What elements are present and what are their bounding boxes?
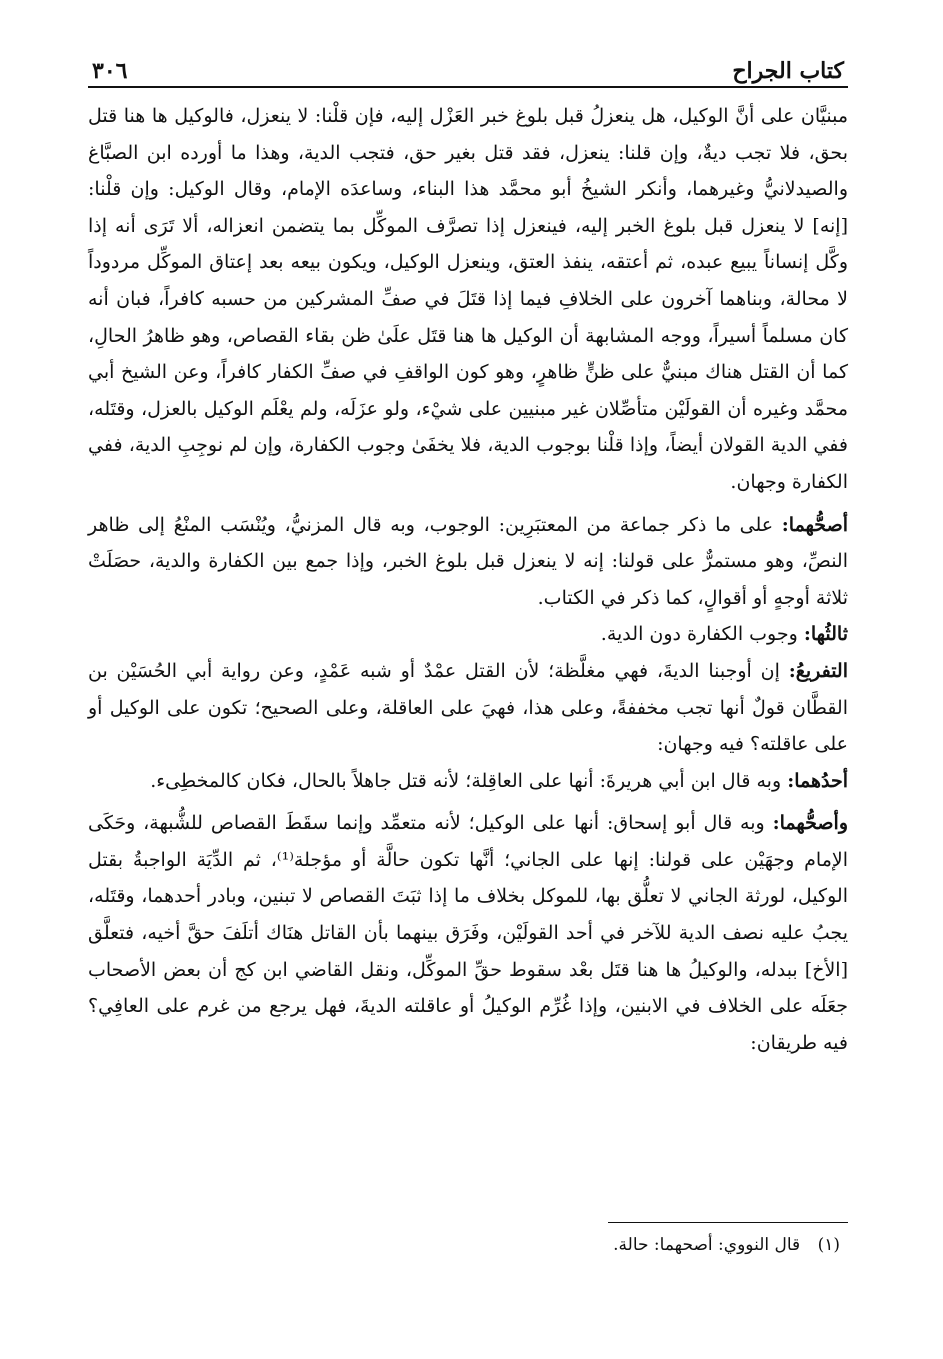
paragraph-4: [88, 653, 848, 763]
footnote-number: (١): [817, 1235, 840, 1255]
footnote-rule: [608, 1222, 848, 1223]
page-header: [88, 40, 848, 84]
footnote-text: قال النووي: أصحهما: حالة.: [613, 1235, 801, 1255]
paragraph-3: [88, 616, 848, 653]
paragraph-2: [88, 507, 848, 617]
book-title: كتاب الجراح: [732, 58, 844, 84]
paragraph-4-keyword: التفريعُ:: [788, 659, 848, 682]
paragraph-1: [88, 98, 848, 501]
paragraph-6: [88, 805, 848, 1061]
paragraph-1-text: مبنيَّان على أنَّ الوكيل، هل ينعزلُ قبل بلوغ خبر العَزْل إليه، فإن قلْنا: لا ينعزل، فالوكيل ها هنا قتل بحق، فلا تجب ديةٌ، وإن قلنا: ينعزل، فقد قتل بغير حق، فتجب الدية، وهذا ما أورده ابن الصبَّاغ والصيدلانيُّ وغيرهما، وأنكر الشيخُ أبو محمَّد هذا البناء، وساعدَه الإمام، وقال الوكيل: وإن قلْنا: [إنه] لا ينعزل قبل بلوغ الخبر إليه، فينعزل إذا تصرَّف الموكِّل بما يتضمن انعزاله، ألا تَرَى أنه إذا وكَّل إنساناً يبيع عبده، ثم أعتقه، ينفذ العتق، وينعزل الوكيل، ويكون بيعه بعد إعتاق الموكِّل مردوداً لا محالة، وبناهما آخرون على الخلافِ فيما إذا قتَلَ في صفِّ المشركين من حسبه كافراً، فبان أنه كان مسلماً أسيراً، ووجه المشابهة أن الوكيل ها هنا قتَل علَىٰ ظن بقاء القصاص، وهو ظاهرُ الحالِ، كما أن القتل هناك مبنيٌّ على ظنٍّ ظاهرٍ، وهو كون الواقفِ في صفِّ الكفار كافراً، وعن الشيخ أبي محمَّد وغيره أن القولَيْن متأصِّلان غير مبنيين على شيْء، ولو عزَلَه، ولم يعْلَم الوكيل بالعزل، وقتَله، ففي الدية القولان أيضاً، وإذا قلْنا بوجوب الدية، فلا يخفَىٰ وجوب الكفارة، وإن لم نوجِبِ الدية، ففي الكفارة وجهان.: [88, 105, 848, 493]
document-page: [88, 40, 848, 1320]
header-rule: [88, 86, 848, 88]
page-body: [88, 98, 848, 1061]
paragraph-2-text: على ما ذكر جماعة من المعتبَرِين: الوجوب، وبه قال المزنيُّ، ويُنْسَب المنْعُ إلى ظاهر النصِّ، وهو مستمرٌّ على قولنا: إنه لا ينعزل قبل بلوغ الخبر، وإذا جمع بين الكفارة والدية، حصَلَتْ ثلاثة أوجهٍ أو أقوالٍ، كما ذكر في الكتاب.: [88, 513, 848, 609]
paragraph-3-keyword: ثالثُها:: [803, 623, 848, 646]
paragraph-4-text: إن أوجبنا الديةَ، فهي مغلَّظة؛ لأن القتل عمْدٌ أو شبه عَمْدٍ، وعن رواية أبي الحُسَيْن بن القطَّان قولٌ أنها تجب مخففةً، وعلى هذا، فهيَ على العاقلة، وعلى الصحيح؛ تكون على الوكيل أو على عاقلته؟ فيه وجهان:: [88, 659, 848, 756]
paragraph-3-text: وجوب الكفارة دون الدية.: [600, 623, 798, 646]
page-number: ٣٠٦: [92, 58, 128, 84]
paragraph-5-keyword: أحدُهما:: [787, 769, 848, 792]
paragraph-5: [88, 763, 848, 800]
paragraph-2-keyword: أصحُّهما:: [781, 513, 848, 536]
footnote: [88, 1235, 848, 1255]
paragraph-6-text: وبه قال أبو إسحاق: أنها على الوكيل؛ لأنه متعمِّد وإنما سقَطَ القصاص للشُّبهة، وحَكَى الإمام وجهَيْن على قولنا: إنها على الجاني؛ أنَّها تكون حالَّة أو مؤجلة⁽¹⁾، ثم الدِّيَة الواجبةُ بقتل الوكيل، لورثة الجاني لا تعلُّق بها، للموكل بخلاف ما إذا ثبَتَ القصاص لا تبنين، وبادر أحدهما، وقتَله، يجبُ عليه نصف الدية للآخر في أحد القولَيْن، وفَرَق بينهما بأن القاتل هنَاك أتلَفَ حقَّ أخيه، فتعلَّق [الأخ] ببدله، والوكيلُ ها هنا قتَل بعْد سقوط حقِّ الموكِّل، ونقل القاضي ابن كج أن بعض الأصحاب جعَلَه على الخلاف في الابنين، وإذا غُرِّم الوكيلُ أو عاقلته الديةَ، فهل يرجع من غرم على العافِي؟ فيه طريقان:: [88, 812, 848, 1054]
paragraph-5-text: وبه قال ابن أبي هريرةَ: أنها على العاقِلة؛ لأنه قتل جاهلاً بالحال، فكان كالمخطِىء.: [150, 769, 782, 792]
footnote-area: [88, 1222, 848, 1255]
paragraph-6-keyword: وأصحُّهما:: [772, 812, 848, 835]
